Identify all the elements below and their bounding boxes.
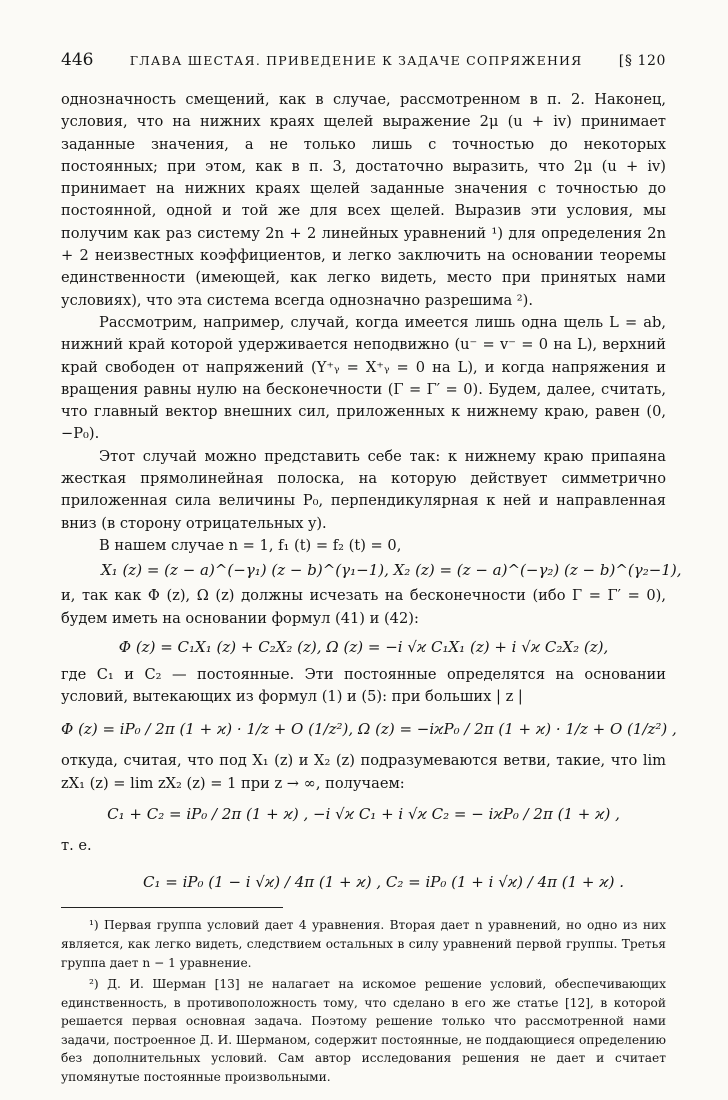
section-marker: [§ 120 <box>618 53 666 69</box>
paragraph-7: откуда, считая, что под X₁ (z) и X₂ (z) подразумеваются ветви, такие, что lim zX₁ (z) = lim zX₂ (z) = 1 при z → ∞, получаем: <box>61 752 666 792</box>
equation-x1-x2: X₁ (z) = (z − a)^(−γ₁) (z − b)^(γ₁−1), X₂ (z) = (z − a)^(−γ₂) (z − b)^(γ₂−1), <box>101 561 682 580</box>
paragraph-2: Рассмотрим, например, случай, когда имеется лишь одна щель L = ab, нижний край которой удерживается неподвижно (u⁻ = v⁻ = 0 на L), верхний край свободен от напряжений (Y⁺ᵧ = X⁺ᵧ = 0 на L), и когда напряжения и вращения равны нулю на бесконечности (Γ = Γ′ = 0). Будем, далее, считать, что главный вектор внешних сил, приложенных к нижнему краю, равен (0, −P₀). <box>61 313 666 443</box>
paragraph-3: Этот случай можно представить себе так: к нижнему краю припаяна жесткая прямолинейная полоска, на которую действует симметрично приложенная сила величины P₀, перпендикулярная к ней и направленная вниз (в сторону отрицательных y). <box>61 447 666 532</box>
equation-asymptotic: Φ (z) = iP₀ / 2π (1 + ϰ) · 1/z + O (1/z²), Ω (z) = −iϰP₀ / 2π (1 + ϰ) · 1/z + O (1/z²) , <box>61 720 677 739</box>
running-title: ГЛАВА ШЕСТАЯ. ПРИВЕДЕНИЕ К ЗАДАЧЕ СОПРЯЖЕНИЯ <box>129 53 583 68</box>
paragraph-4: В нашем случае n = 1, f₁ (t) = f₂ (t) = 0, <box>99 536 402 554</box>
footnote-divider <box>61 907 283 908</box>
footnote-2: ²) Д. И. Шерман [13] не налагает на искомое решение условий, обеспечивающих единственность, в противоположность тому, что сделано в его же статье [12], в которой решается первая основная задача. Поэтому решение только что рассмотренной нами задачи, построенное Д. И. Шерманом, содержит постоянные, не поддающиеся определению без дополнительных условий. Сам автор исследования решения не дает и считает упомянутые постоянные произвольными. <box>61 977 666 1085</box>
equation-c1-c2: C₁ = iP₀ (1 − i √ϰ) / 4π (1 + ϰ) , C₂ = iP₀ (1 + i √ϰ) / 4π (1 + ϰ) . <box>143 873 624 892</box>
paragraph-6: где C₁ и C₂ — постоянные. Эти постоянные определятся на основании условий, вытекающих из формул (1) и (5): при больших | z | <box>61 665 666 706</box>
page-number: 446 <box>61 50 94 70</box>
equation-phi-omega: Φ (z) = C₁X₁ (z) + C₂X₂ (z), Ω (z) = −i √ϰ C₁X₁ (z) + i √ϰ C₂X₂ (z), <box>118 637 609 656</box>
paragraph-5: и, так как Φ (z), Ω (z) должны исчезать на бесконечности (ибо Γ = Γ′ = 0), будем иметь на основании формул (41) и (42): <box>61 587 666 627</box>
footnote-1: ¹) Первая группа условий дает 4 уравнения. Вторая дает n уравнений, но одно из них является, как легко видеть, следствием остальных в силу уравнений первой группы. Третья группа дает n − 1 уравнение. <box>61 918 666 970</box>
book-page <box>61 50 682 1090</box>
paragraph-1: однозначность смещений, как в случае, рассмотренном в п. 2. Наконец, условия, что на нижних краях щелей выражение 2μ (u + iv) принимает заданные значения, а не только лишь с точностью до некоторых постоянных; при этом, как в п. 3, достаточно выразить, что 2μ (u + iv) принимает на нижних краях щелей заданные значения с точностью до постоянной, одной и той же для всех щелей. Выразив эти условия, мы получим как раз систему 2n + 2 линейных уравнений ¹) для определения 2n + 2 неизвестных коэффициентов, и легко заключить на основании теоремы единственности (имеющей, как легко видеть, место при принятых нами условиях), что эта система всегда однозначно разрешима ²). <box>61 91 666 309</box>
equation-system: C₁ + C₂ = iP₀ / 2π (1 + ϰ) , −i √ϰ C₁ + i √ϰ C₂ = − iϰP₀ / 2π (1 + ϰ) , <box>107 805 620 824</box>
page-header <box>61 50 666 76</box>
paragraph-8: т. е. <box>61 837 92 855</box>
